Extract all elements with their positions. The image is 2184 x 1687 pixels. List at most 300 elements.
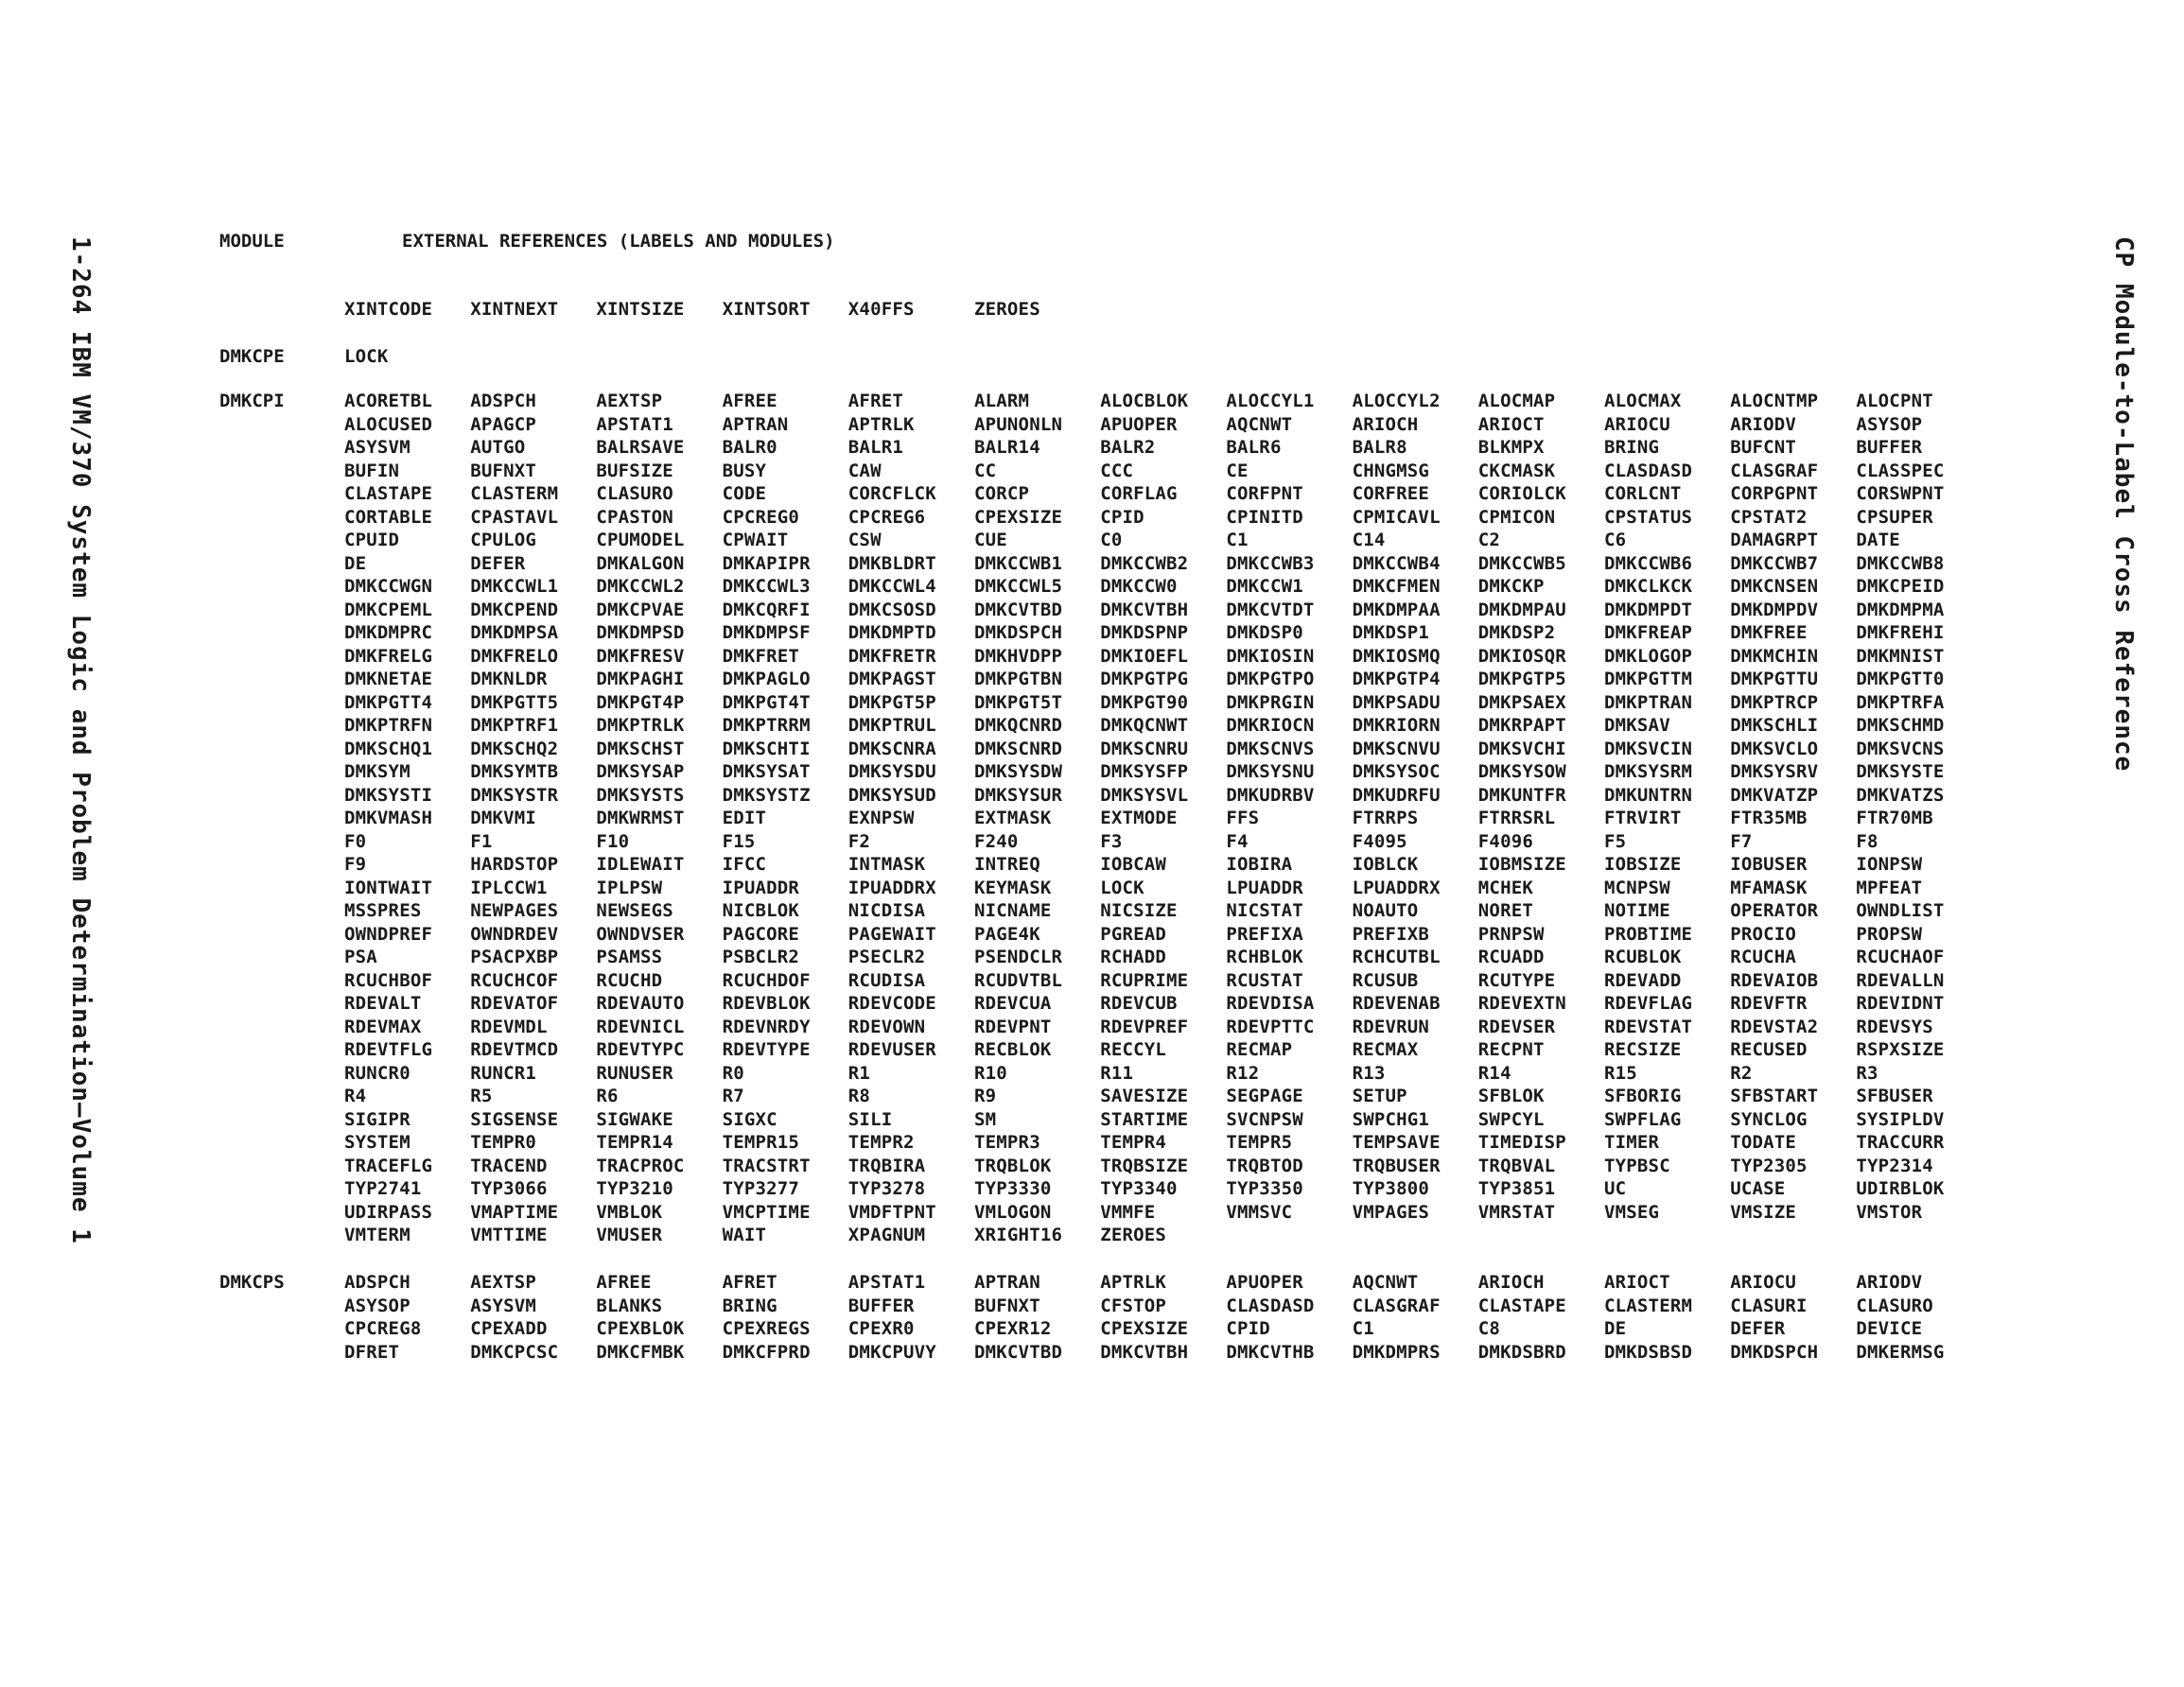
- reference-label: DMKALGON: [596, 552, 685, 574]
- reference-row: [344, 854, 1981, 878]
- reference-row: [344, 1132, 1981, 1156]
- reference-row: [344, 692, 1981, 716]
- reference-label: ADSPCH: [470, 391, 537, 411]
- reference-label: DMKCFPRD: [722, 1341, 811, 1363]
- reference-label: DMKSVCLO: [1730, 738, 1819, 759]
- reference-label: KEYMASK: [974, 877, 1052, 898]
- reference-label: INTMASK: [847, 854, 926, 875]
- reference-label: RDEVALT: [344, 993, 422, 1014]
- reference-label: DMKPGT5P: [847, 691, 936, 713]
- reference-label: DEFER: [1730, 1318, 1786, 1339]
- reference-label: APTRLK: [1100, 1272, 1167, 1293]
- reference-label: RCUCHDOF: [722, 969, 811, 991]
- reference-label: DMKFREHI: [1856, 622, 1945, 643]
- reference-label: IPLCCW1: [470, 877, 548, 898]
- reference-label: DMKUNTFR: [1477, 784, 1566, 806]
- reference-label: PAGCORE: [722, 923, 800, 945]
- reference-label: ASYSVM: [470, 1295, 537, 1316]
- reference-label: DMKDMPDT: [1604, 599, 1693, 620]
- reference-row: [344, 391, 1981, 414]
- reference-label: EXNPSW: [847, 808, 915, 828]
- reference-label: DMKIOSIN: [1226, 645, 1315, 667]
- reference-label: DMKFREE: [1730, 622, 1808, 643]
- reference-label: DMKSCHMD: [1856, 715, 1945, 736]
- reference-label: RDEVDISA: [1226, 993, 1315, 1014]
- reference-label: CPCREG6: [847, 506, 926, 528]
- reference-row: [344, 483, 1981, 507]
- reference-label: DMKPTRF1: [470, 715, 559, 736]
- reference-label: ZEROES: [974, 299, 1040, 320]
- reference-label: SWPCYL: [1477, 1108, 1545, 1130]
- reference-label: OWNDPREF: [344, 923, 433, 945]
- reference-label: TRQBSIZE: [1100, 1155, 1189, 1176]
- reference-list: [344, 391, 1981, 1248]
- reference-label: FFS: [1226, 808, 1260, 828]
- reference-label: DMKSYSRM: [1604, 761, 1693, 782]
- reference-label: RDEVSYS: [1856, 1016, 1933, 1037]
- reference-label: DMKCCWL4: [847, 576, 936, 597]
- reference-label: CPSTATUS: [1604, 506, 1693, 528]
- reference-label: BALR1: [847, 437, 903, 458]
- reference-label: SFBUSER: [1856, 1086, 1933, 1106]
- reference-label: DMKCPUVY: [847, 1341, 936, 1363]
- reference-label: MCNPSW: [1604, 877, 1670, 898]
- reference-label: ARIOCT: [1477, 413, 1545, 435]
- reference-label: DMKSCHTI: [722, 738, 811, 759]
- reference-label: IOBIRA: [1226, 854, 1293, 875]
- reference-label: SM: [974, 1108, 997, 1130]
- reference-label: RDEVCUA: [974, 993, 1052, 1014]
- reference-label: DMKCPEND: [470, 599, 559, 620]
- reference-label: SFBSTART: [1730, 1086, 1819, 1106]
- reference-label: RDEVEXTN: [1477, 993, 1566, 1014]
- reference-label: VMRSTAT: [1477, 1201, 1556, 1223]
- reference-label: DMKPGTT4: [344, 691, 433, 713]
- reference-row: [344, 900, 1981, 924]
- reference-label: ALOCBLOK: [1100, 391, 1189, 411]
- reference-label: CPEXR0: [847, 1318, 915, 1339]
- reference-label: VMMFE: [1100, 1201, 1156, 1223]
- reference-row: [344, 414, 1981, 438]
- reference-label: BLANKS: [596, 1295, 663, 1316]
- reference-label: RECUSED: [1730, 1039, 1808, 1060]
- reference-label: RCUDVTBL: [974, 969, 1063, 991]
- reference-label: DMKPAGHI: [596, 669, 685, 689]
- reference-label: IPUADDR: [722, 877, 800, 898]
- reference-label: TYP3210: [596, 1178, 673, 1199]
- reference-label: CLASTAPE: [1477, 1295, 1566, 1316]
- reference-label: RCUCHBOF: [344, 969, 433, 991]
- reference-label: AEXTSP: [596, 391, 663, 411]
- references-column-header: EXTERNAL REFERENCES (LABELS AND MODULES): [402, 231, 835, 252]
- reference-label: DMKSYSAT: [722, 761, 811, 782]
- reference-label: PRNPSW: [1477, 923, 1545, 945]
- reference-label: CLASURI: [1730, 1295, 1808, 1316]
- reference-label: DMKCPVAE: [596, 599, 685, 620]
- reference-label: DATE: [1856, 530, 1900, 550]
- reference-label: DMKCCW1: [1226, 576, 1303, 597]
- reference-label: TRQBVAL: [1477, 1155, 1556, 1176]
- reference-label: DMKSCNRA: [847, 738, 936, 759]
- reference-label: DMKNLDR: [470, 669, 548, 689]
- reference-label: DMKCVTBD: [974, 599, 1063, 620]
- reference-label: DE: [344, 552, 367, 574]
- reference-label: ARIOCH: [1477, 1272, 1545, 1293]
- reference-label: BUFNXT: [974, 1295, 1040, 1316]
- reference-label: DMKPGTT0: [1856, 669, 1945, 689]
- reference-row: [344, 346, 1981, 370]
- reference-row: [344, 808, 1981, 831]
- reference-label: DMKDMPTD: [847, 622, 936, 643]
- reference-label: R11: [1100, 1062, 1134, 1084]
- reference-label: R10: [974, 1062, 1007, 1084]
- reference-label: BALR0: [722, 437, 778, 458]
- reference-label: DMKSYSFP: [1100, 761, 1189, 782]
- reference-label: SEGPAGE: [1226, 1086, 1303, 1106]
- reference-label: F1: [470, 830, 493, 852]
- reference-row: [344, 785, 1981, 809]
- reference-label: BLKMPX: [1477, 437, 1545, 458]
- reference-label: BUSY: [722, 460, 767, 481]
- reference-label: TODATE: [1730, 1132, 1797, 1153]
- reference-label: BUFFER: [1856, 437, 1923, 458]
- reference-label: BUFCNT: [1730, 437, 1797, 458]
- reference-label: PSA: [344, 947, 377, 967]
- reference-label: DMKPSADU: [1352, 691, 1441, 713]
- reference-label: DMKPSAEX: [1477, 691, 1566, 713]
- reference-label: DMKFREAP: [1604, 622, 1693, 643]
- reference-label: TRACEND: [470, 1155, 548, 1176]
- reference-label: BALR6: [1226, 437, 1282, 458]
- reference-label: DAMAGRPT: [1730, 530, 1819, 550]
- reference-label: TEMPR2: [847, 1132, 915, 1153]
- reference-label: PSAMSS: [596, 947, 663, 967]
- reference-label: DMKPTRCP: [1730, 691, 1819, 713]
- reference-label: AFRET: [722, 1272, 778, 1293]
- reference-label: ALARM: [974, 391, 1030, 411]
- module-name: DMKCPE: [219, 346, 285, 367]
- reference-label: DMKQCNRD: [974, 715, 1063, 736]
- reference-label: DMKUDRFU: [1352, 784, 1441, 806]
- reference-label: DMKSYSUD: [847, 784, 936, 806]
- reference-label: DMKSYSTZ: [722, 784, 811, 806]
- reference-label: RDEVNICL: [596, 1016, 685, 1037]
- reference-label: DMKCCWB8: [1856, 552, 1945, 574]
- reference-label: TYP3800: [1352, 1178, 1430, 1199]
- reference-label: DMKSCNRU: [1100, 738, 1189, 759]
- reference-label: CLASGRAF: [1730, 460, 1819, 481]
- reference-label: VMCPTIME: [722, 1201, 811, 1223]
- reference-label: CUE: [974, 530, 1007, 550]
- reference-label: NOAUTO: [1352, 900, 1419, 921]
- reference-label: DMKDMPSF: [722, 622, 811, 643]
- reference-label: F3: [1100, 830, 1123, 852]
- reference-label: DMKCSOSD: [847, 599, 936, 620]
- reference-label: NICBLOK: [722, 900, 800, 921]
- reference-label: RDEVPNT: [974, 1016, 1052, 1037]
- reference-label: IOBCAW: [1100, 854, 1167, 875]
- reference-label: DMKCCW0: [1100, 576, 1178, 597]
- reference-label: TYP3350: [1226, 1178, 1303, 1199]
- reference-label: RSPXSIZE: [1856, 1039, 1945, 1060]
- reference-label: DMKSCNVU: [1352, 738, 1441, 759]
- module-name: DMKCPS: [219, 1272, 285, 1293]
- reference-label: F9: [344, 854, 367, 875]
- reference-label: R8: [847, 1086, 871, 1106]
- reference-label: DMKPGTT5: [470, 691, 559, 713]
- reference-row: [344, 507, 1981, 530]
- reference-label: RECPNT: [1477, 1039, 1545, 1060]
- reference-label: C1: [1352, 1318, 1374, 1339]
- reference-label: PREFIXA: [1226, 923, 1303, 945]
- reference-label: F4: [1226, 830, 1249, 852]
- reference-label: RCUSTAT: [1226, 969, 1303, 991]
- reference-label: DMKDSP0: [1226, 622, 1303, 643]
- reference-label: IFCC: [722, 854, 767, 875]
- reference-label: DMKERMSG: [1856, 1341, 1945, 1363]
- reference-label: DMKDSPCH: [974, 622, 1063, 643]
- reference-label: DMKCCWL3: [722, 576, 811, 597]
- reference-label: CPEXSIZE: [1100, 1318, 1189, 1339]
- reference-label: RCUBLOK: [1604, 947, 1682, 967]
- reference-label: DMKPAGST: [847, 669, 936, 689]
- reference-label: F4096: [1477, 830, 1533, 852]
- reference-label: BRING: [1604, 437, 1660, 458]
- reference-label: C1: [1226, 530, 1249, 550]
- reference-label: DMKCPEID: [1856, 576, 1945, 597]
- reference-label: RDEVBLOK: [722, 993, 811, 1014]
- reference-label: DMKCPCSC: [470, 1341, 559, 1363]
- reference-label: PROPSW: [1856, 923, 1923, 945]
- reference-label: CPEXADD: [470, 1318, 548, 1339]
- reference-label: DMKRIORN: [1352, 715, 1441, 736]
- reference-label: MFAMASK: [1730, 877, 1808, 898]
- reference-label: F2: [847, 830, 871, 852]
- reference-label: CLASDASD: [1604, 460, 1693, 481]
- reference-label: FTRRSRL: [1477, 808, 1556, 828]
- reference-label: SWPCHG1: [1352, 1108, 1430, 1130]
- reference-label: RDEVADD: [1604, 969, 1682, 991]
- reference-label: DMKHVDPP: [974, 645, 1063, 667]
- reference-label: SFBORIG: [1604, 1086, 1682, 1106]
- reference-label: F15: [722, 830, 756, 852]
- reference-label: TRACSTRT: [722, 1155, 811, 1176]
- reference-row: [344, 1178, 1981, 1202]
- reference-label: C0: [1100, 530, 1123, 550]
- reference-label: CPMICON: [1477, 506, 1556, 528]
- reference-label: TEMPR15: [722, 1132, 800, 1153]
- reference-label: LOCK: [1100, 877, 1144, 898]
- reference-label: IOBSIZE: [1604, 854, 1682, 875]
- reference-row: [344, 437, 1981, 461]
- reference-label: APUOPER: [1100, 413, 1178, 435]
- reference-label: DMKDSPCH: [1730, 1341, 1819, 1363]
- reference-label: CPEXREGS: [722, 1318, 811, 1339]
- reference-label: BALRSAVE: [596, 437, 685, 458]
- reference-label: TRACPROC: [596, 1155, 685, 1176]
- reference-label: DMKSVCIN: [1604, 738, 1693, 759]
- reference-label: NORET: [1477, 900, 1533, 921]
- reference-label: CORLCNT: [1604, 483, 1682, 504]
- reference-label: DMKSCHLI: [1730, 715, 1819, 736]
- reference-label: LPUADDRX: [1352, 877, 1441, 898]
- reference-label: ZEROES: [1100, 1225, 1167, 1245]
- reference-label: VMTTIME: [470, 1225, 548, 1245]
- reference-label: DMKSCHST: [596, 738, 685, 759]
- reference-label: IOBLCK: [1352, 854, 1419, 875]
- reference-label: TYPBSC: [1604, 1155, 1670, 1176]
- reference-label: CCC: [1100, 460, 1134, 481]
- reference-label: VMLOGON: [974, 1201, 1052, 1223]
- reference-label: CPUID: [344, 530, 400, 550]
- reference-label: RDEVTFLG: [344, 1039, 433, 1060]
- reference-label: APUNONLN: [974, 413, 1063, 435]
- reference-label: PSBCLR2: [722, 947, 800, 967]
- reference-label: CODE: [722, 483, 767, 504]
- reference-label: RDEVAIOB: [1730, 969, 1819, 991]
- reference-label: CLASGRAF: [1352, 1295, 1441, 1316]
- module-column-header: MODULE: [219, 231, 285, 252]
- reference-row: [344, 669, 1981, 692]
- reference-row: [344, 1342, 1981, 1365]
- reference-label: ALOCPNT: [1856, 391, 1933, 411]
- reference-label: DMKVMASH: [344, 808, 433, 828]
- reference-label: IOBMSIZE: [1477, 854, 1566, 875]
- reference-label: XPAGNUM: [847, 1225, 926, 1245]
- reference-label: DMKFRESV: [596, 645, 685, 667]
- reference-label: DMKIOSQR: [1477, 645, 1566, 667]
- reference-label: DMKPGTPG: [1100, 669, 1189, 689]
- reference-label: PSACPXBP: [470, 947, 559, 967]
- reference-label: CPCREG0: [722, 506, 800, 528]
- reference-label: ARIODV: [1856, 1272, 1923, 1293]
- reference-label: DMKSYMTB: [470, 761, 559, 782]
- reference-label: DMKSYSNU: [1226, 761, 1315, 782]
- reference-label: ALOCCYL2: [1352, 391, 1441, 411]
- reference-label: DMKSAV: [1604, 715, 1670, 736]
- reference-label: DMKLOGOP: [1604, 645, 1693, 667]
- reference-label: APAGCP: [470, 413, 537, 435]
- reference-label: XINTNEXT: [470, 299, 559, 320]
- reference-label: XRIGHT16: [974, 1225, 1063, 1245]
- reference-label: DMKPGTTM: [1604, 669, 1693, 689]
- reference-label: ALOCCYL1: [1226, 391, 1315, 411]
- reference-row: [344, 1063, 1981, 1087]
- reference-label: CPSTAT2: [1730, 506, 1808, 528]
- reference-row: [344, 993, 1981, 1017]
- reference-label: TEMPR4: [1100, 1132, 1167, 1153]
- reference-label: RDEVOWN: [847, 1016, 926, 1037]
- reference-label: RDEVPTTC: [1226, 1016, 1315, 1037]
- reference-label: IOBUSER: [1730, 854, 1808, 875]
- reference-label: DMKCCWB7: [1730, 552, 1819, 574]
- reference-label: DMKDSP1: [1352, 622, 1430, 643]
- reference-label: CPEXBLOK: [596, 1318, 685, 1339]
- reference-label: DMKQCNWT: [1100, 715, 1189, 736]
- reference-label: VMTERM: [344, 1225, 411, 1245]
- reference-label: TYP3330: [974, 1178, 1052, 1199]
- reference-label: DMKPGT4T: [722, 691, 811, 713]
- reference-label: VMPAGES: [1352, 1201, 1430, 1223]
- reference-label: VMSTOR: [1856, 1201, 1923, 1223]
- reference-label: RDEVNRDY: [722, 1016, 811, 1037]
- reference-label: TEMPR5: [1226, 1132, 1293, 1153]
- reference-label: RCUSUB: [1352, 969, 1419, 991]
- reference-label: DMKSYSDU: [847, 761, 936, 782]
- reference-list: [344, 346, 1981, 370]
- reference-label: CHNGMSG: [1352, 460, 1430, 481]
- reference-label: APUOPER: [1226, 1272, 1303, 1293]
- reference-label: DMKDMPMA: [1856, 599, 1945, 620]
- reference-label: MSSPRES: [344, 900, 422, 921]
- reference-label: LPUADDR: [1226, 877, 1303, 898]
- reference-label: CPASTAVL: [470, 506, 559, 528]
- reference-label: R7: [722, 1086, 744, 1106]
- reference-label: BALR14: [974, 437, 1040, 458]
- reference-label: TIMER: [1604, 1132, 1660, 1153]
- reference-label: HARDSTOP: [470, 854, 559, 875]
- reference-label: DMKMCHIN: [1730, 645, 1819, 667]
- reference-label: DMKPTRFA: [1856, 691, 1945, 713]
- reference-label: BRING: [722, 1295, 778, 1316]
- reference-label: CSW: [847, 530, 882, 550]
- reference-row: [344, 1156, 1981, 1179]
- reference-label: VMDFTPNT: [847, 1201, 936, 1223]
- reference-label: VMUSER: [596, 1225, 663, 1245]
- reference-label: CPID: [1226, 1318, 1270, 1339]
- reference-label: DMKVATZS: [1856, 784, 1945, 806]
- reference-label: XINTCODE: [344, 299, 433, 320]
- reference-row: [344, 831, 1981, 855]
- reference-label: DMKCVTBD: [974, 1341, 1063, 1363]
- reference-label: DMKPTRFN: [344, 715, 433, 736]
- reference-label: DMKSVCNS: [1856, 738, 1945, 759]
- reference-label: CPWAIT: [722, 530, 789, 550]
- reference-label: NICDISA: [847, 900, 926, 921]
- reference-label: RDEVTYPE: [722, 1039, 811, 1060]
- reference-label: DMKCCWB6: [1604, 552, 1693, 574]
- reference-row: [344, 299, 1981, 322]
- reference-label: DMKCQRFI: [722, 599, 811, 620]
- reference-label: DMKCFMEN: [1352, 576, 1441, 597]
- reference-list: [344, 1272, 1981, 1365]
- reference-label: UC: [1604, 1178, 1627, 1199]
- reference-label: RECMAX: [1352, 1039, 1419, 1060]
- reference-label: DMKCVTBH: [1100, 599, 1189, 620]
- reference-label: TYP3278: [847, 1178, 926, 1199]
- reference-label: RCUADD: [1477, 947, 1545, 967]
- reference-label: CC: [974, 460, 997, 481]
- reference-label: CPULOG: [470, 530, 537, 550]
- reference-label: RDEVSER: [1477, 1016, 1556, 1037]
- reference-label: DMKCFMBK: [596, 1341, 685, 1363]
- reference-label: RCHBLOK: [1226, 947, 1303, 967]
- reference-label: F5: [1604, 830, 1627, 852]
- reference-label: DMKRIOCN: [1226, 715, 1315, 736]
- reference-label: DMKSYSAP: [596, 761, 685, 782]
- reference-label: RDEVALLN: [1856, 969, 1945, 991]
- reference-label: DMKSYSVL: [1100, 784, 1189, 806]
- reference-label: SWPFLAG: [1604, 1108, 1682, 1130]
- reference-label: DMKSCNVS: [1226, 738, 1315, 759]
- reference-label: VMMSVC: [1226, 1201, 1293, 1223]
- reference-label: RCUCHD: [596, 969, 663, 991]
- reference-label: DMKSYSTE: [1856, 761, 1945, 782]
- reference-row: [344, 1017, 1981, 1040]
- reference-label: UDIRPASS: [344, 1201, 433, 1223]
- reference-label: DMKSYSOC: [1352, 761, 1441, 782]
- reference-label: DMKDMPAU: [1477, 599, 1566, 620]
